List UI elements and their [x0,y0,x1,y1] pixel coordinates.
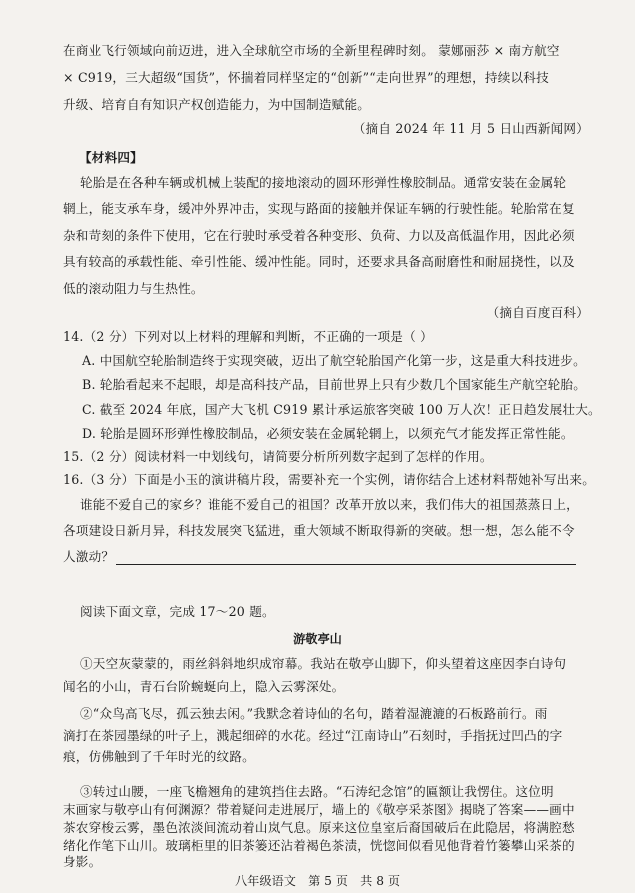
material4-line-4: 具有较高的承载性能、牵引性能、缓冲性能。同时，还要求具备高耐磨性和耐屈挠性，以及 [63,254,575,269]
top-line-3: 升级、培育自有知识产权创造能力，为中国制造赋能。 [63,97,371,112]
paragraph-3-line-1: ③转过山腰，一座飞檐翘角的建筑挡住去路。“石涛纪念馆”的匾额让我愣住。这位明 [80,784,554,799]
paragraph-3-line-4: 绪化作笔下山川。玻璃柜里的旧茶篓还沾着褐色茶渍，恍惚间似看见他背着竹篓攀山采茶的 [63,838,575,853]
top-line-1: 在商业飞行领域向前迈进，进入全球航空市场的全新里程碑时刻。 蒙娜丽莎 × 南方航空 [63,43,560,58]
paragraph-2-line-3: 痕，仿佛触到了千年时光的纹路。 [63,749,255,764]
paragraph-1-line-2: 闻名的小山，青石台阶蜿蜒向上，隐入云雾深处。 [63,679,345,694]
top-line-2: × C919，三大超级“国货”，怀揣着同样坚定的“创新”“走向世界”的理想，持续以科技 [63,70,549,85]
article-title: 游敬亭山 [293,632,342,646]
question-16-line-3: 人激动？ [63,549,115,564]
question-16-line-1: 谁能不爱自己的家乡？谁能不爱自己的祖国？改革开放以来，我们伟大的祖国蒸蒸日上， [80,497,579,512]
paragraph-3-line-5: 身影。 [63,854,102,869]
question-14-option-c: C. 截至 2024 年底，国产大飞机 C919 累计承运旅客突破 100 万人次！正日趋发展壮大。 [82,402,601,417]
question-16-stem: 16.（3 分）下面是小玉的演讲稿片段，需要补充一个实例，请你结合上述材料帮她补写出来。 [63,472,596,487]
paragraph-3-line-2: 末画家与敬亭山有何渊源？带着疑问走进展厅，墙上的《敬亭采茶图》揭晓了答案——画中 [63,802,575,817]
question-16-line-2: 各项建设日新月异，科技发展突飞猛进，重大领域不断取得新的突破。想一想，怎么能不令 [63,523,575,538]
paragraph-2-line-1: ②“众鸟高飞尽，孤云独去闲。”我默念着诗仙的名句，踏着湿漉漉的石板路前行。雨 [80,706,548,721]
question-14-option-a: A. 中国航空轮胎制造终于实现突破，迈出了航空轮胎国产化第一步，这是重大科技进步。 [82,353,586,368]
material4-line-3: 杂和苛刻的条件下使用，它在行驶时承受着各种变形、负荷、力以及高低温作用，因此必须 [63,228,575,243]
material4-heading: 【材料四】 [79,150,143,165]
answer-blank-line[interactable] [116,564,576,565]
paragraph-2-line-2: 滴打在茶园墨绿的叶子上，溅起细碎的水花。经过“江南诗山”石刻时，手指抚过凹凸的字 [63,728,563,743]
question-14-option-d: D. 轮胎是圆环形弹性橡胶制品，必须安装在金属轮辋上，以须充气才能发挥正常性能。 [82,426,574,441]
question-15: 15.（2 分）阅读材料一中划线句，请简要分析所列数字起到了怎样的作用。 [63,449,493,464]
question-14-stem: 14.（2 分）下列对以上材料的理解和判断，不正确的一项是（ ） [63,329,433,344]
source-citation-2: （摘自百度百科） [486,305,589,320]
material4-line-1: 轮胎是在各种车辆或机械上装配的接地滚动的圆环形弹性橡胶制品。通常安装在金属轮 [80,175,567,190]
source-citation-1: （摘自 2024 年 11 月 5 日山西新闻网） [352,121,589,136]
paragraph-3-line-3: 茶农穿梭云雾，墨色浓淡间流动着山岚气息。原来这位皇室后裔国破后在此隐居，将满腔愁 [63,820,575,835]
reading-instruction: 阅读下面文章，完成 17～20 题。 [80,604,275,619]
question-14-option-b: B. 轮胎看起来不起眼，却是高科技产品，目前世界上只有少数几个国家能生产航空轮胎。 [82,377,587,392]
paragraph-1-line-1: ①天空灰蒙蒙的，雨丝斜斜地织成帘幕。我站在敬亭山脚下，仰头望着这座因李白诗句 [80,656,567,671]
material4-line-5: 低的滚动阻力与生热性。 [63,281,204,296]
material4-line-2: 辋上，能支承车身，缓冲外界冲击，实现与路面的接触并保证车辆的行驶性能。轮胎常在复 [63,201,575,216]
page-footer: 八年级语文 第 5 页 共 8 页 [234,874,401,888]
